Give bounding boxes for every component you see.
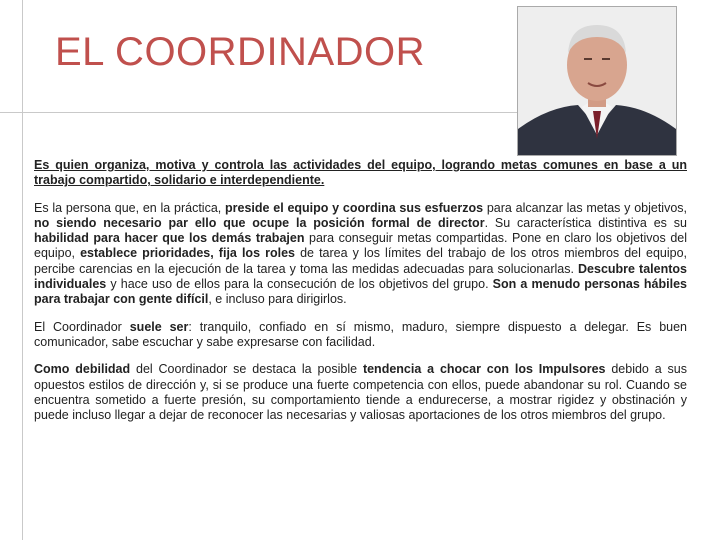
- frame-horizontal-line: [0, 112, 525, 113]
- portrait-photo: [517, 6, 677, 156]
- frame-vertical-line: [22, 0, 23, 540]
- body-text: [34, 158, 687, 435]
- weakness-paragraph: Como debilidad del Coordinador se destaca la posible tendencia a chocar con los Impulsores debido a sus opuestos estilos de dirección y, si se produce una fuerte competencia con ellos, puede abandonar su rol. Cuando se encuentra sometido a fuerte presión, su comportamiento tiende a endurecerse, a mostrar rigidez y obstinación y puede incluso llegar a dejar de reconocer las necesarias y valiosas aportaciones de los otros miembros del grupo.: [34, 362, 687, 423]
- portrait-illustration: [518, 7, 676, 155]
- role-description-paragraph: Es la persona que, en la práctica, preside el equipo y coordina sus esfuerzos para alcanzar las metas y objetivos, no siendo necesario par ello que ocupe la posición formal de director. Su característica distintiva es su habilidad para hacer que los demás trabajen para conseguir metas compartidas. Pone en claro los objetivos del equipo, establece prioridades, fija los roles de tarea y los límites del trabajo de los otros miembros del equipo, percibe carencias en la ejecución de la tarea y toma las medidas adecuadas para solucionarlas. Descubre talentos individuales y hace uso de ellos para la consecución de los objetivos del grupo. Son a menudo personas hábiles para trabajar con gente difícil, e incluso para dirigirlos.: [34, 200, 688, 307]
- traits-paragraph: El Coordinador suele ser: tranquilo, confiado en sí mismo, maduro, siempre dispuesto a delegar. Es buen comunicador, sabe escuchar y sabe expresarse con facilidad.: [34, 319, 688, 349]
- definition-paragraph: Es quien organiza, motiva y controla las actividades del equipo, logrando metas comunes en base a un trabajo compartido, solidario e interdependiente.: [34, 158, 687, 188]
- slide-title: EL COORDINADOR: [55, 30, 426, 74]
